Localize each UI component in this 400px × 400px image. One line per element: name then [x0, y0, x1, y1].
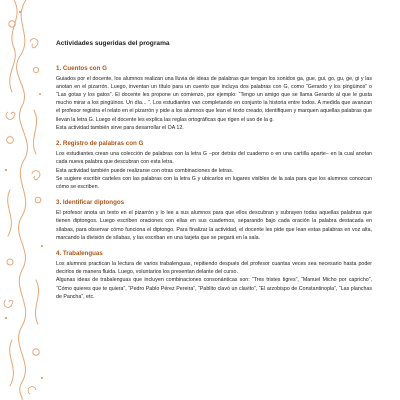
section-paragraph: Los alumnos practican la lectura de varios trabalenguas, repitiendo después del profesor cuantas veces sea necesario hasta poder decirlos de manera fluida. Luego, voluntarios los presentan delante del curso.: [56, 261, 372, 276]
section-heading: 1. Cuentos con G: [56, 64, 107, 72]
section-paragraph: Esta actividad también puede realizarse con otras combinaciones de letras.: [56, 167, 234, 174]
document-body: [56, 40, 372, 309]
section-heading: 3. Identificar diptongos: [56, 199, 125, 207]
section-paragraph: Esta actividad también sirve para desarrollar el OA 12.: [56, 124, 184, 131]
section-paragraph: Se sugiere escribir carteles con las palabras con la letra G y ubicarlos en lugares visibles de la sala para que los alumnos conozcan cómo se escriben.: [56, 175, 372, 190]
document-title: Actividades sugeridas del programa: [56, 40, 170, 47]
section-paragraph: El profesor anota un texto en el pizarrón y lo lee a sus alumnos para que ellos descubran y subrayen todas aquellas palabras que tienen diptongos. Luego escriben oraciones con ellas en sus cuadernos, separando bajo cada oración la palabra destacada en sílabas, para observar cómo funciona el diptongo. Para finalizar la actividad, el docente les pide que lean estas palabras en voz alta, marcando la división de sílabas, y las escriban en una tarjeta que se pegará en la sala.: [56, 210, 372, 241]
section-trabalenguas: [56, 250, 372, 301]
decorative-border: [0, 0, 48, 400]
section-heading: 2. Registro de palabras con G: [56, 140, 144, 148]
section-paragraph: Guiados por el docente, los alumnos realizan una lluvia de ideas de palabras que tengan los sonidos ga, gue, gui, go, gu, ge, gi y las anotan en el pizarrón. Luego, inventan un título para un cuento que incluya dos palabras con G, como “Gerardo y los pingüinos” o “Las gotas y los gatos”. El docente les propone un comienzo, por ejemplo: “Tengo un amigo que se llama Gerardo al que le gusta mucho mirar a los pingüinos. Un día... ”. Los estudiantes van completando en conjunto la historia entre todos. A medida que avanzan el profesor registra el relato en el pizarrón y pide a los alumnos que lean el texto creado, identifiquen y marquen aquellas palabras que llevan la letra G. Luego el docente les explica las reglas ortográficas que rigen el uso de la g.: [56, 75, 372, 123]
section-cuentos-con-g: [56, 65, 372, 132]
section-identificar-diptongos: [56, 199, 372, 242]
section-paragraph: Los estudiantes crean una colección de palabras con la letra G −por detrás del cuaderno o en una cartilla aparte− en la cual anotan cada nueva palabra que descubran con esta letra.: [56, 151, 372, 166]
section-registro-de-palabras: [56, 140, 372, 191]
section-paragraph: Algunas ideas de trabalenguas que incluyen combinaciones consonánticas son: “Tres tristes tigres”, “Manuel Micho por capricho”, “Cómo quieres que te quiera”, “Pedro Pablo Pérez Pereira”, “Pablito clavó un clavito”, “El arzobispo de Constantinopla”, “Las planchas de Pancha”, etc.: [56, 277, 372, 300]
section-heading: 4. Trabalenguas: [56, 250, 103, 257]
